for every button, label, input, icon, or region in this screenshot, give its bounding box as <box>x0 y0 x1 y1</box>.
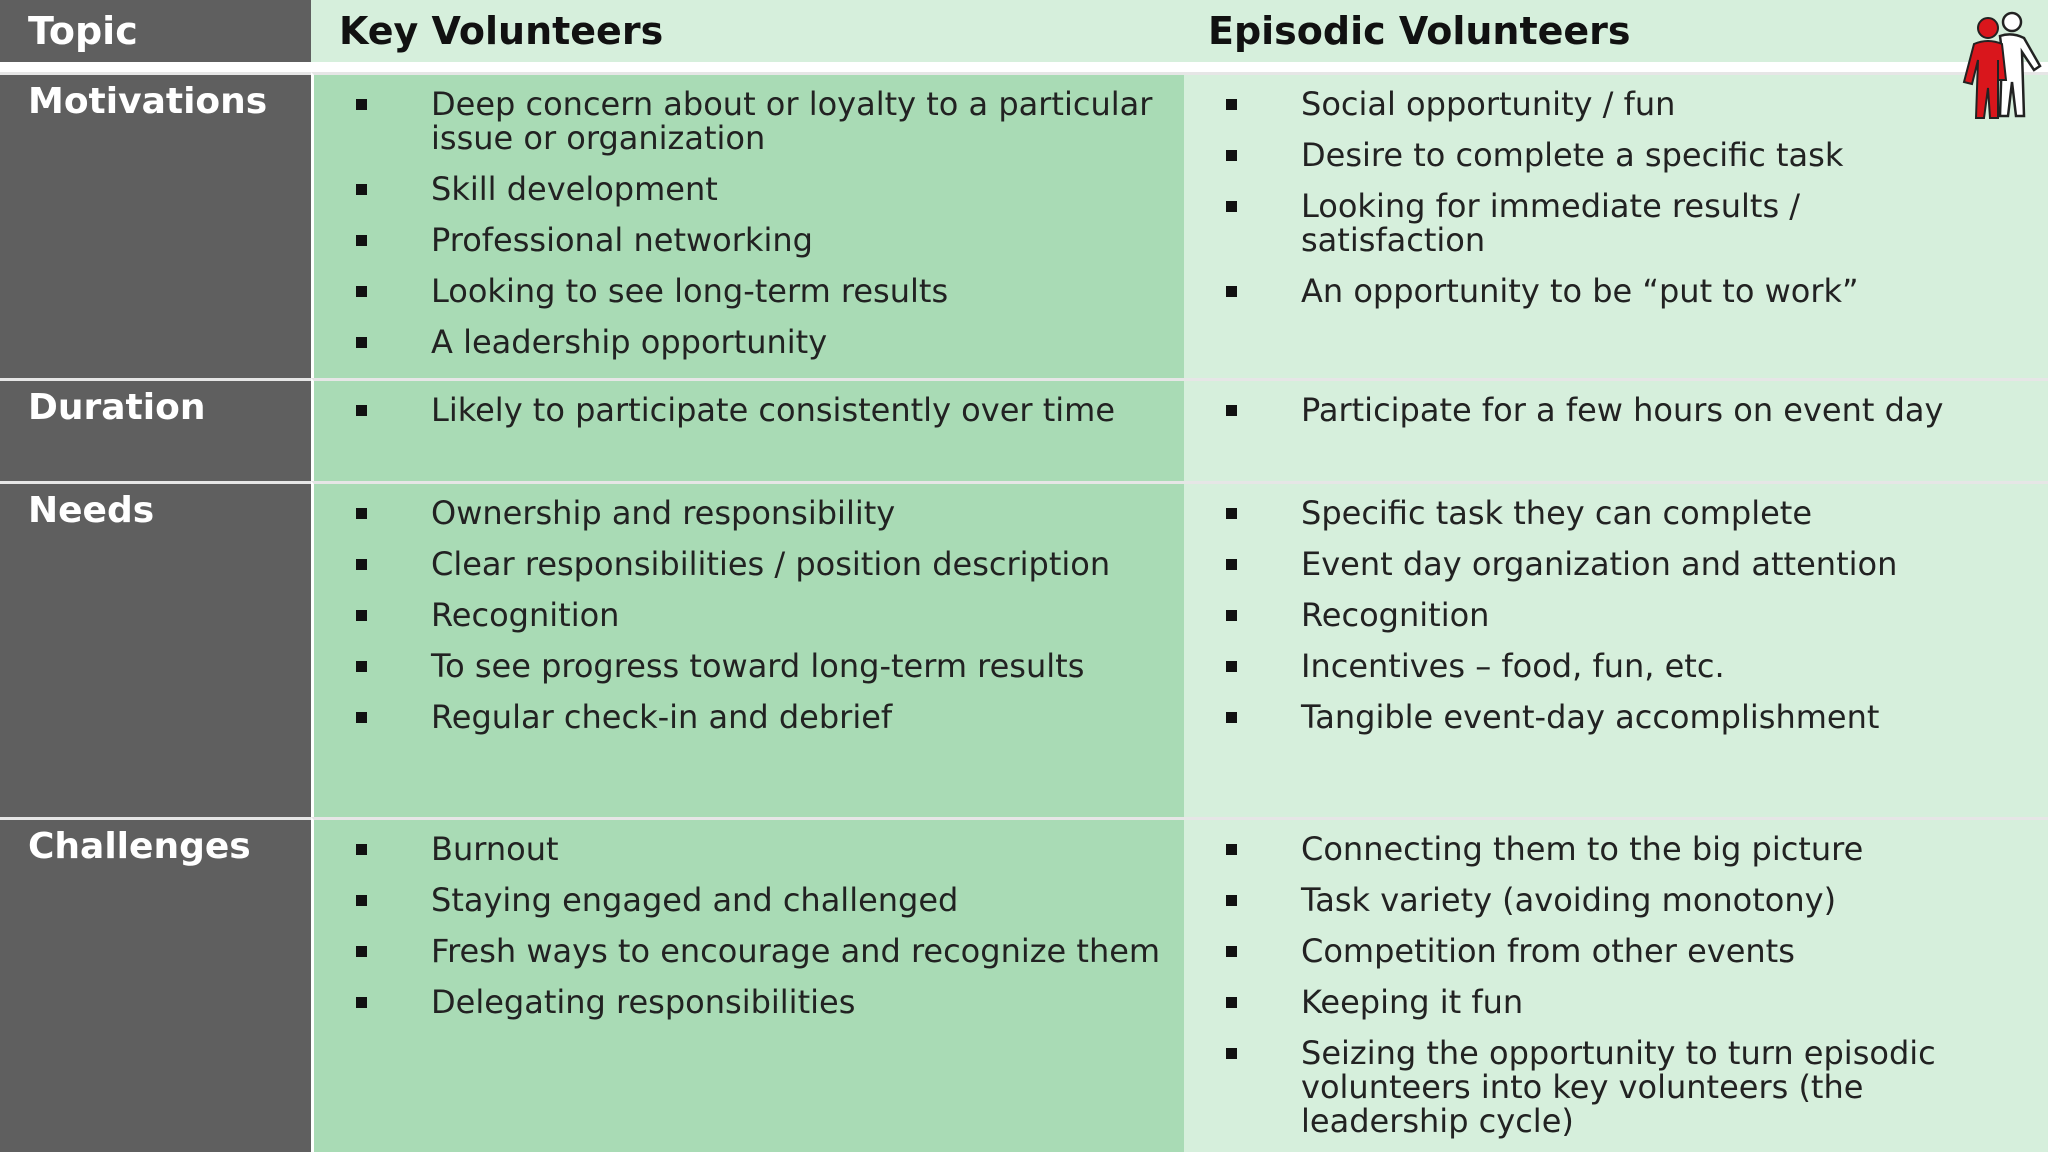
item-text: Incentives – food, fun, etc. <box>1301 647 1725 685</box>
header-divider <box>1184 62 2048 72</box>
list-item <box>1184 547 2032 581</box>
item-text: Looking for immediate results / satisfaction <box>1301 187 1801 259</box>
square-bullet-icon <box>356 286 367 297</box>
square-bullet-icon <box>1226 661 1237 672</box>
square-bullet-icon <box>356 712 367 723</box>
episodic-cell-needs <box>1184 481 2048 817</box>
square-bullet-icon <box>356 235 367 246</box>
item-text: Social opportunity / fun <box>1301 85 1676 123</box>
bullet-list <box>1184 832 2032 1155</box>
square-bullet-icon <box>356 997 367 1008</box>
item-text: Clear responsibilities / position description <box>431 545 1111 583</box>
list-item <box>314 832 1168 866</box>
item-text: Staying engaged and challenged <box>431 881 959 919</box>
list-item <box>314 700 1168 734</box>
square-bullet-icon <box>1226 997 1237 1008</box>
item-text: Competition from other events <box>1301 932 1795 970</box>
list-item <box>314 496 1168 530</box>
header-divider <box>0 62 311 72</box>
topic-label: Motivations <box>28 81 268 122</box>
row-topic-needs <box>0 481 311 817</box>
item-text: Deep concern about or loyalty to a particular issue or organization <box>431 85 1153 157</box>
item-text: Fresh ways to encourage and recognize them <box>431 932 1161 970</box>
list-item <box>1184 934 2032 968</box>
list-item <box>314 598 1168 632</box>
item-text: Delegating responsibilities <box>431 983 856 1021</box>
header-topic <box>0 0 311 62</box>
topic-label: Needs <box>28 490 155 531</box>
square-bullet-icon <box>1226 610 1237 621</box>
topic-label: Challenges <box>28 826 251 867</box>
bullet-list <box>314 832 1168 1036</box>
square-bullet-icon <box>1226 286 1237 297</box>
header-key-volunteers <box>311 0 1184 62</box>
episodic-cell-duration <box>1184 378 2048 481</box>
square-bullet-icon <box>356 184 367 195</box>
list-item <box>314 223 1168 257</box>
square-bullet-icon <box>1226 405 1237 416</box>
key-cell-duration <box>311 378 1184 481</box>
item-text: Task variety (avoiding monotony) <box>1301 881 1837 919</box>
row-topic-duration <box>0 378 311 481</box>
bullet-list <box>1184 496 2032 751</box>
item-text: Looking to see long-term results <box>431 272 949 310</box>
list-item <box>1184 598 2032 632</box>
list-item <box>1184 832 2032 866</box>
key-cell-needs <box>311 481 1184 817</box>
row-topic-motivations <box>0 72 311 378</box>
item-text: Participate for a few hours on event day <box>1301 391 1944 429</box>
item-text: Keeping it fun <box>1301 983 1524 1021</box>
square-bullet-icon <box>1226 99 1237 110</box>
item-text: Regular check-in and debrief <box>431 698 893 736</box>
item-text: Skill development <box>431 170 718 208</box>
square-bullet-icon <box>1226 712 1237 723</box>
list-item <box>1184 1036 2032 1138</box>
list-item <box>314 547 1168 581</box>
list-item <box>1184 883 2032 917</box>
list-item <box>1184 189 1938 257</box>
episodic-cell-challenges <box>1184 817 2048 1152</box>
item-text: Connecting them to the big picture <box>1301 830 1864 868</box>
row-topic-challenges <box>0 817 311 1152</box>
bullet-list <box>1184 393 2032 444</box>
header-divider <box>311 62 1184 72</box>
square-bullet-icon <box>1226 844 1237 855</box>
square-bullet-icon <box>356 559 367 570</box>
item-text: Ownership and responsibility <box>431 494 896 532</box>
list-item <box>1184 393 2032 427</box>
list-item <box>314 87 1168 155</box>
list-item <box>314 649 1168 683</box>
square-bullet-icon <box>1226 201 1237 212</box>
list-item <box>1184 138 1938 172</box>
item-text: Recognition <box>431 596 620 634</box>
bullet-list <box>314 496 1168 751</box>
item-text: An opportunity to be “put to work” <box>1301 272 1859 310</box>
list-item <box>314 393 1168 427</box>
bullet-list <box>1184 87 1938 325</box>
square-bullet-icon <box>1226 895 1237 906</box>
bullet-list <box>314 87 1168 376</box>
square-bullet-icon <box>356 337 367 348</box>
topic-label: Duration <box>28 387 206 428</box>
item-text: To see progress toward long-term results <box>431 647 1085 685</box>
item-text: Tangible event-day accomplishment <box>1301 698 1880 736</box>
list-item <box>1184 496 2032 530</box>
header-episodic-volunteers <box>1184 0 2048 62</box>
key-cell-challenges <box>311 817 1184 1152</box>
item-text: Professional networking <box>431 221 813 259</box>
list-item <box>314 172 1168 206</box>
list-item <box>1184 985 2032 1019</box>
square-bullet-icon <box>1226 559 1237 570</box>
item-text: Recognition <box>1301 596 1490 634</box>
square-bullet-icon <box>356 895 367 906</box>
bullet-list <box>314 393 1168 444</box>
item-text: Event day organization and attention <box>1301 545 1898 583</box>
list-item <box>1184 87 1938 121</box>
square-bullet-icon <box>1226 150 1237 161</box>
item-text: Desire to complete a specific task <box>1301 136 1844 174</box>
square-bullet-icon <box>1226 508 1237 519</box>
square-bullet-icon <box>1226 946 1237 957</box>
list-item <box>314 985 1168 1019</box>
square-bullet-icon <box>356 99 367 110</box>
square-bullet-icon <box>356 946 367 957</box>
item-text: Seizing the opportunity to turn episodic volunteers into key volunteers (the leadership cycle) <box>1301 1034 1936 1140</box>
header-episodic-label: Episodic Volunteers <box>1208 9 1631 53</box>
square-bullet-icon <box>356 610 367 621</box>
list-item <box>314 325 1168 359</box>
header-topic-label: Topic <box>28 9 138 53</box>
square-bullet-icon <box>356 405 367 416</box>
episodic-cell-motivations <box>1184 72 2048 378</box>
list-item <box>1184 700 2032 734</box>
item-text: Likely to participate consistently over time <box>431 391 1115 429</box>
list-item <box>1184 649 2032 683</box>
key-cell-motivations <box>311 72 1184 378</box>
list-item <box>314 934 1168 968</box>
square-bullet-icon <box>356 508 367 519</box>
list-item <box>314 883 1168 917</box>
square-bullet-icon <box>356 844 367 855</box>
list-item <box>314 274 1168 308</box>
header-key-label: Key Volunteers <box>339 9 664 53</box>
volunteers-people-icon <box>1960 8 2046 120</box>
square-bullet-icon <box>1226 1048 1237 1059</box>
list-item <box>1184 274 1938 308</box>
item-text: Specific task they can complete <box>1301 494 1812 532</box>
item-text: Burnout <box>431 830 559 868</box>
square-bullet-icon <box>356 661 367 672</box>
item-text: A leadership opportunity <box>431 323 828 361</box>
